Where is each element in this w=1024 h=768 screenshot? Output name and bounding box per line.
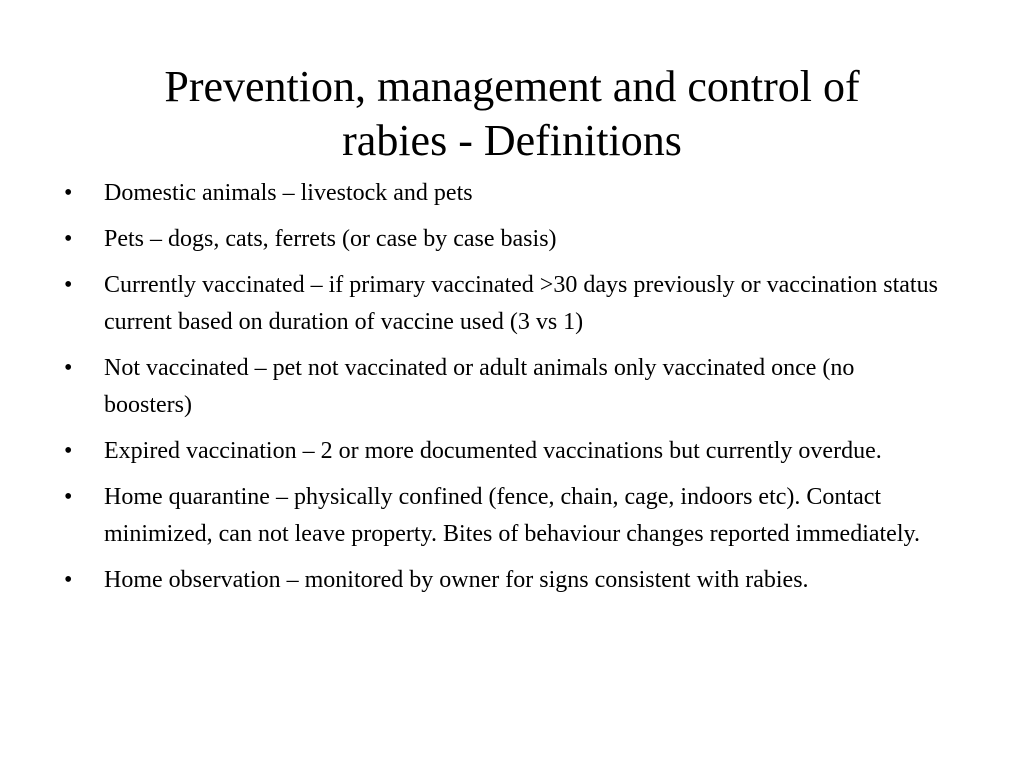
bullet-item-pets: [64, 221, 944, 258]
bullet-icon: •: [64, 355, 73, 381]
bullet-icon: •: [64, 272, 73, 298]
bullet-item-currently-vaccinated: [64, 267, 944, 341]
slide-title-line-2: rabies - Definitions: [342, 116, 682, 165]
bullet-text: Home quarantine – physically confined (fence, chain, cage, indoors etc). Contact minimized, can not leave property. Bites of behaviour changes reported immediately.: [104, 484, 920, 547]
bullet-text: Not vaccinated – pet not vaccinated or adult animals only vaccinated once (no boosters): [104, 355, 855, 418]
bullet-icon: •: [64, 484, 73, 510]
bullet-icon: •: [64, 438, 73, 464]
bullet-icon: •: [64, 567, 73, 593]
bullet-text: Domestic animals – livestock and pets: [104, 180, 473, 206]
bullet-item-not-vaccinated: [64, 350, 944, 424]
slide-title-line-1: Prevention, management and control of: [164, 62, 860, 111]
bullet-item-expired-vaccination: [64, 433, 944, 470]
bullet-text: Pets – dogs, cats, ferrets (or case by case basis): [104, 226, 557, 252]
bullet-item-domestic-animals: [64, 175, 944, 212]
bullet-icon: •: [64, 226, 73, 252]
bullet-list: [64, 175, 944, 608]
bullet-text: Expired vaccination – 2 or more documented vaccinations but currently overdue.: [104, 438, 882, 464]
bullet-text: Currently vaccinated – if primary vaccinated >30 days previously or vaccination status current based on duration of vaccine used (3 vs 1): [104, 272, 938, 335]
bullet-item-home-quarantine: [64, 479, 944, 553]
bullet-text: Home observation – monitored by owner for signs consistent with rabies.: [104, 567, 809, 593]
bullet-icon: •: [64, 180, 73, 206]
slide-title: [40, 60, 984, 168]
bullet-item-home-observation: [64, 562, 944, 599]
